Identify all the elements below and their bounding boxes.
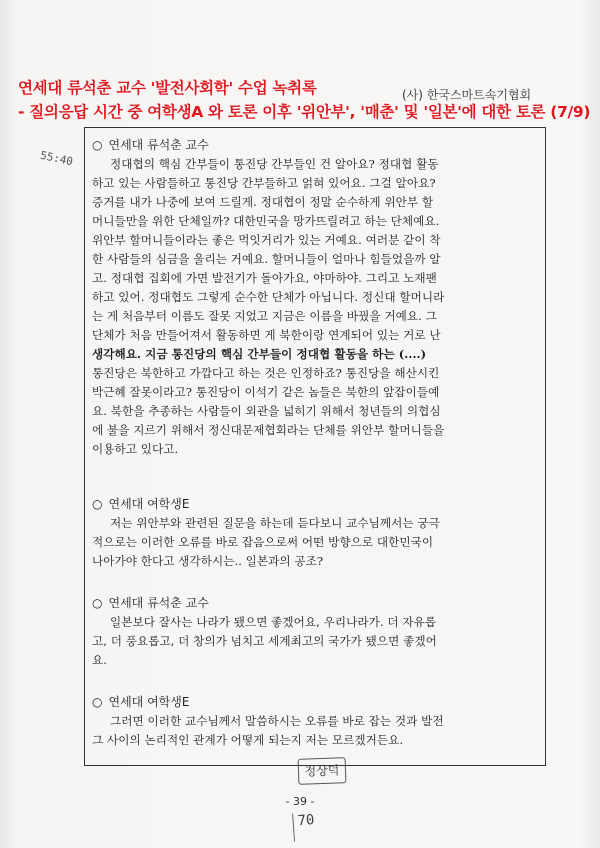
handwritten-annotation: 70: [292, 810, 339, 841]
transcript-line: 하고 있어. 정대협도 그렇게 순수한 단체가 아닙니다. 정신대 할머니라: [92, 290, 445, 304]
transcript-line: 단체가 처음 만들어져서 활동하면 게 북한이랑 연계되어 있는 거로 난: [92, 328, 441, 342]
bullet-circle-icon: ○: [92, 497, 103, 511]
transcript-line: 저는 위안부와 관련된 질문을 하는데 듣다보니 교수님께서는 궁극: [110, 516, 440, 530]
transcript-section: [92, 495, 538, 571]
transcript-line: 요.: [92, 653, 107, 667]
bullet-circle-icon: ○: [92, 138, 103, 152]
transcript-line: 그러면 이러한 교수님께서 말씀하시는 오류를 바로 잡는 것과 발전: [110, 714, 444, 728]
transcript-line: 한 사람들의 심금을 울리는 거예요. 할머니들이 얼마나 힘들었을까 알: [92, 252, 441, 266]
transcript-line: 박근혜 잘못이라고? 통진당이 이석기 같은 놈들은 북한의 앞잡이들예: [92, 385, 440, 399]
signature-stamp: 정상덕: [298, 757, 347, 785]
transcript-section: [92, 136, 538, 459]
transcript-line: 적으로는 이러한 오류를 바로 잡음으로써 어떤 방향으로 대한민국이: [92, 535, 434, 549]
document-title-line2: - 질의응답 시간 중 여학생A 와 토론 이후 '위안부', '매춘' 및 '일본'에 대한 토론 (7/9): [18, 103, 591, 121]
transcript-line: 요. 북한을 추종하는 사람들이 외관을 넓히기 위해서 청년들의 의협심: [92, 404, 441, 418]
transcript-line: 통진당은 북한하고 가깝다고 하는 것은 인정하죠? 통진당을 해산시킨: [92, 366, 440, 380]
transcript-line: 증거를 내가 나중에 보여 드릴게. 정대협이 정말 순수하게 위안부 할: [92, 195, 434, 209]
page-number: - 39 -: [285, 795, 315, 808]
speaker-name: 연세대 류석춘 교수: [108, 138, 209, 152]
speaker-label: [92, 594, 538, 613]
transcript-line: 생각해요. 지금 통진당의 핵심 간부들이 정대협 활동을 하는 (....): [92, 347, 427, 361]
speaker-label: [92, 136, 538, 155]
transcript-section: [92, 594, 538, 670]
transcript-line: 위안부 할머니들이라는 좋은 먹잇거리가 있는 거예요. 여러분 같이 착: [92, 233, 441, 247]
speaker-name: 연세대 류석춘 교수: [108, 596, 209, 610]
transcript-line: 머니들만을 위한 단체일까? 대한민국을 망가뜨릴려고 하는 단체예요.: [92, 214, 440, 228]
transcript-line: 에 불을 지르기 위해서 정신대문제협회라는 단체를 위안부 할머니들을: [92, 423, 445, 437]
speaker-name: 연세대 여학생E: [108, 695, 190, 709]
speaker-name: 연세대 여학생E: [108, 497, 190, 511]
transcript-line: 고. 정대협 집회에 가면 발전기가 돌아가요, 야마하야. 그리고 노재팬: [92, 271, 437, 285]
bullet-circle-icon: ○: [92, 695, 103, 709]
transcript-line: 는 게 처음부터 이름도 잘못 지었고 지금은 이름을 바꿨을 거예요. 그: [92, 309, 437, 323]
transcript-line: 그 사이의 논리적인 관계가 어떻게 되는지 저는 모르겠거든요.: [92, 733, 404, 747]
organization-label: (사) 한국스마트속기협회: [402, 88, 532, 102]
speaker-label: [92, 495, 538, 514]
bullet-circle-icon: ○: [92, 596, 103, 610]
transcript-line: 정대협의 핵심 간부들이 통진당 간부들인 건 알아요? 정대협 활동: [110, 157, 439, 171]
document-title-line1: 연세대 류석춘 교수 '발전사회학' 수업 녹취록: [18, 79, 317, 97]
transcript-line: 이용하고 있다고.: [92, 442, 179, 456]
transcript-section: [92, 693, 538, 750]
speaker-label: [92, 693, 538, 712]
transcript-line: 일본보다 잘사는 나라가 됐으면 좋겠어요, 우리나라가. 더 자유롭: [110, 615, 437, 629]
transcript-line: 나아가야 한다고 생각하시는.. 일본과의 공조?: [92, 554, 324, 568]
margin-timestamp-note: 55:40: [39, 148, 75, 169]
transcript-line: 고, 더 풍요롭고, 더 창의가 넘치고 세계최고의 국가가 됐으면 좋겠어: [92, 634, 437, 648]
transcript-line: 하고 있는 사람들하고 통진당 간부들하고 얽혀 있어요. 그걸 알아요?: [92, 176, 436, 190]
